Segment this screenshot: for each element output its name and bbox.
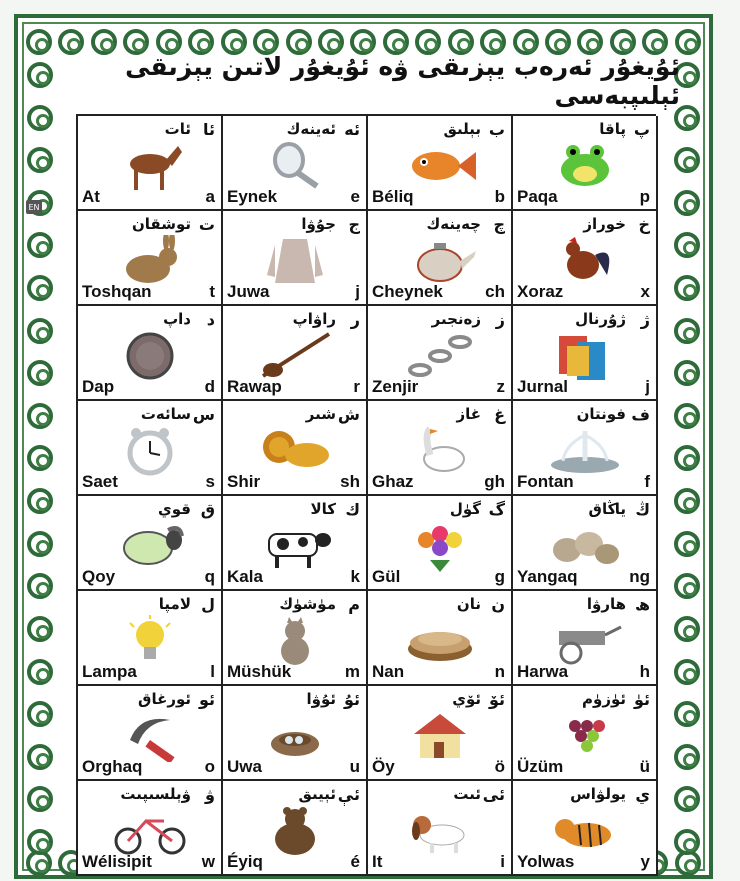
scroll-ornament-icon [674,744,700,770]
latin-letter: gh [484,472,505,491]
latin-letter: d [204,377,215,396]
uyghur-word: ياڭاق [588,500,626,518]
uyghur-word: ژۇرنال [575,310,626,328]
alphabet-card [513,211,658,306]
flowers-icon [400,520,480,572]
uyghur-letter: ئۈ [633,690,650,709]
uyghur-word: ئىت [453,785,481,803]
scroll-ornament-icon [674,701,700,727]
uyghur-word: ئۈزۈم [582,690,626,708]
latin-word: Yolwas [517,852,575,871]
uyghur-word: راۋاپ [292,310,336,328]
alphabet-card [223,306,368,401]
sickle-icon [110,710,190,762]
uyghur-letter: ي [635,785,650,804]
alphabet-card [513,116,658,211]
uyghur-letter: ن [491,595,505,614]
alphabet-card [78,306,223,401]
latin-letter: ng [629,567,650,586]
horse-icon [110,140,190,192]
uyghur-letter: ئو [198,690,215,709]
uyghur-word: ئۇۋا [306,690,336,708]
uyghur-word: غاز [456,405,481,423]
alphabet-card [513,496,658,591]
latin-letter: b [494,187,505,206]
alphabet-card [78,496,223,591]
uyghur-letter: چ [493,215,505,234]
uyghur-letter: ل [201,595,215,614]
alphabet-card [368,781,513,876]
latin-word: Orghaq [82,757,143,776]
alphabet-card [78,686,223,781]
latin-letter: o [204,757,215,776]
latin-letter: f [644,472,650,491]
teapot-icon [400,235,480,287]
scroll-ornament-icon [27,659,53,685]
uyghur-word: كالا [310,500,336,518]
uyghur-letter: ڭ [635,500,650,519]
fish-icon [400,140,480,192]
scroll-ornament-icon [27,232,53,258]
scroll-ornament-icon [27,318,53,344]
alphabet-card [223,496,368,591]
alphabet-card [368,211,513,306]
latin-letter: i [500,852,505,871]
drum-icon [110,330,190,382]
latin-word: Ghaz [372,472,414,491]
uyghur-word: يولۋاس [570,785,626,803]
chain-icon [400,330,480,382]
scroll-ornament-icon [27,786,53,812]
uyghur-letter: ج [348,215,360,234]
scroll-ornament-icon [27,275,53,301]
uyghur-word: چەينەك [426,215,481,233]
scroll-ornament-icon [674,318,700,344]
clock-icon [110,425,190,477]
uyghur-letter: ئى [482,785,505,804]
mirror-icon [255,140,335,192]
uyghur-letter: ش [337,405,360,424]
latin-word: Rawap [227,377,282,396]
latin-word: Éyiq [227,852,263,871]
latin-word: Juwa [227,282,270,301]
latin-letter: q [204,567,215,586]
uyghur-letter: ز [495,310,505,329]
scroll-ornament-icon [27,616,53,642]
alphabet-card [223,211,368,306]
scroll-ornament-icon [27,360,53,386]
latin-word: Fontan [517,472,574,491]
alphabet-card [368,496,513,591]
scroll-ornament-icon [674,190,700,216]
scroll-ornament-icon [674,829,700,855]
uyghur-word: خوراز [583,215,626,233]
scroll-ornament-icon [27,445,53,471]
uyghur-word: ئەينەك [286,120,336,138]
scroll-ornament-icon [674,488,700,514]
latin-word: Dap [82,377,115,396]
scroll-ornament-icon [27,105,53,131]
scroll-ornament-icon [27,147,53,173]
fountain-icon [545,425,625,477]
uyghur-letter: گ [488,500,505,519]
scroll-ornament-icon [674,786,700,812]
uyghur-letter: ق [200,500,215,519]
latin-word: At [82,187,100,206]
alphabet-card [368,686,513,781]
latin-word: Müshük [227,662,292,681]
latin-letter: u [349,757,360,776]
uyghur-word: فونتان [576,405,626,423]
uyghur-word: گۈل [449,500,481,518]
latin-letter: x [640,282,650,301]
scroll-ornament-icon [27,573,53,599]
alphabet-card [513,401,658,496]
latin-letter: ö [494,757,505,776]
latin-word: It [372,852,383,871]
latin-letter: l [210,662,215,681]
latin-word: Xoraz [517,282,564,301]
latin-letter: t [209,282,215,301]
latin-word: Saet [82,472,118,491]
latin-word: Béliq [372,187,414,206]
alphabet-card [513,686,658,781]
scroll-ornament-icon [674,403,700,429]
lightbulb-icon [110,615,190,667]
scroll-ornament-icon [27,488,53,514]
scroll-ornament-icon [674,531,700,557]
scroll-ornament-icon [674,275,700,301]
scroll-ornament-icon [27,701,53,727]
uyghur-letter: ھ [635,595,650,614]
scroll-ornament-icon [674,232,700,258]
scroll-ornament-icon [27,62,53,88]
uyghur-letter: ت [198,215,215,234]
house-icon [400,710,480,762]
uyghur-word: قوي [158,500,191,518]
scroll-ornament-icon [674,360,700,386]
cow-icon [255,520,335,572]
latin-word: Paqa [517,187,558,206]
nest-icon [255,710,335,762]
latin-word: Eynek [227,187,278,206]
latin-letter: s [205,472,215,491]
alphabet-card [78,401,223,496]
uyghur-letter: ئە [344,120,360,139]
latin-word: Jurnal [517,377,569,396]
scroll-ornament-icon [27,531,53,557]
page-title: ئۇيغۇر ئەرەب يېزىقى ۋە ئۇيغۇر لاتىن يېزىقى ئېلىپبەسى [125,52,680,110]
sheep-icon [110,520,190,572]
uyghur-word: ۋېلسىپىت [120,785,191,803]
uyghur-letter: ر [350,310,360,329]
alphabet-card [223,401,368,496]
alphabet-card [368,306,513,401]
uyghur-letter: ب [488,120,505,139]
uyghur-letter: پ [633,120,650,139]
scroll-ornament-icon [674,573,700,599]
uyghur-word: شىر [305,405,336,423]
uyghur-letter: ئۇ [343,690,360,709]
alphabet-card [368,401,513,496]
alphabet-card [78,211,223,306]
latin-word: Lampa [82,662,137,681]
alphabet-card [513,306,658,401]
uyghur-letter: غ [494,405,505,424]
uyghur-word: ئورغاق [138,690,191,708]
uyghur-letter: ف [631,405,650,424]
latin-word: Zenjir [372,377,419,396]
rooster-icon [545,235,625,287]
uyghur-word: ھارۋا [586,595,626,613]
lion-icon [255,425,335,477]
uyghur-word: پاقا [599,120,626,138]
scroll-ornament-icon [26,29,52,55]
latin-word: Wélisipit [82,852,152,871]
latin-letter: n [494,662,505,681]
latin-letter: sh [340,472,360,491]
latin-letter: p [639,187,650,206]
uyghur-letter: م [348,595,360,614]
latin-letter: ü [639,757,650,776]
uyghur-letter: د [206,310,215,329]
uyghur-word: نان [456,595,481,613]
latin-letter: e [350,187,360,206]
bear-icon [255,805,335,857]
uyghur-letter: ئۆ [488,690,505,709]
latin-word: Toshqan [82,282,152,301]
latin-word: Kala [227,567,263,586]
uyghur-letter: ۋ [205,785,215,804]
latin-letter: j [645,377,650,396]
latin-word: Cheynek [372,282,443,301]
latin-letter: é [350,852,360,871]
uyghur-word: توشقان [131,215,191,233]
latin-word: Nan [372,662,405,681]
latin-letter: ch [485,282,505,301]
goose-icon [400,425,480,477]
magazine-icon [545,330,625,382]
uyghur-word: زەنجىر [431,310,481,328]
uyghur-word: ئۆي [452,690,481,708]
frog-icon [545,140,625,192]
uyghur-word: داپ [163,310,191,328]
alphabet-card [513,781,658,876]
alphabet-card [78,116,223,211]
tiger-icon [545,805,625,857]
alphabet-card [223,591,368,686]
alphabet-card [78,781,223,876]
dog-icon [400,805,480,857]
latin-letter: h [639,662,650,681]
uyghur-letter: ئا [202,120,215,139]
alphabet-card [78,591,223,686]
latin-letter: j [355,282,360,301]
uyghur-word: لامپا [158,595,191,613]
scroll-ornament-icon [674,616,700,642]
scroll-ornament-icon [27,829,53,855]
uyghur-letter: ژ [640,310,650,329]
uyghur-word: مۈشۈك [279,595,336,613]
bread-icon [400,615,480,667]
language-badge-icon[interactable]: EN [26,200,42,214]
scroll-ornament-icon [27,403,53,429]
cat-icon [255,615,335,667]
uyghur-word: جۇۋا [301,215,336,233]
latin-letter: k [350,567,360,586]
latin-letter: w [201,852,215,871]
scroll-ornament-icon [674,659,700,685]
rawap-icon [255,330,335,382]
bicycle-icon [110,805,190,857]
scroll-ornament-icon [27,744,53,770]
grapes-icon [545,710,625,762]
uyghur-letter: ئې [337,785,360,804]
alphabet-card [223,116,368,211]
scroll-ornament-icon [674,445,700,471]
uyghur-word: ئېيىق [298,785,336,803]
alphabet-card [223,686,368,781]
latin-word: Qoy [82,567,116,586]
latin-letter: g [494,567,505,586]
latin-word: Uwa [227,757,262,776]
latin-word: Harwa [517,662,569,681]
latin-letter: a [205,187,215,206]
latin-word: Gül [372,567,401,586]
latin-letter: y [640,852,650,871]
cart-icon [545,615,625,667]
left-scroll-border [22,62,58,855]
rabbit-icon [110,235,190,287]
coat-icon [255,235,335,287]
uyghur-word: ئات [164,120,191,138]
uyghur-word: سائەت [140,405,191,423]
latin-letter: m [344,662,360,681]
alphabet-grid [76,114,656,876]
latin-word: Üzüm [517,757,564,776]
alphabet-card [223,781,368,876]
latin-letter: z [496,377,505,396]
uyghur-letter: ك [345,500,360,519]
right-scroll-border [669,62,705,855]
alphabet-card [513,591,658,686]
uyghur-letter: خ [638,215,650,234]
latin-word: Shir [227,472,261,491]
scroll-ornament-icon [674,147,700,173]
walnut-icon [545,520,625,572]
uyghur-letter: س [192,405,215,424]
latin-letter: r [353,377,360,396]
alphabet-card [368,116,513,211]
uyghur-word: بېلىق [443,120,481,138]
latin-word: Öy [372,757,395,776]
alphabet-card [368,591,513,686]
latin-word: Yangaq [517,567,578,586]
